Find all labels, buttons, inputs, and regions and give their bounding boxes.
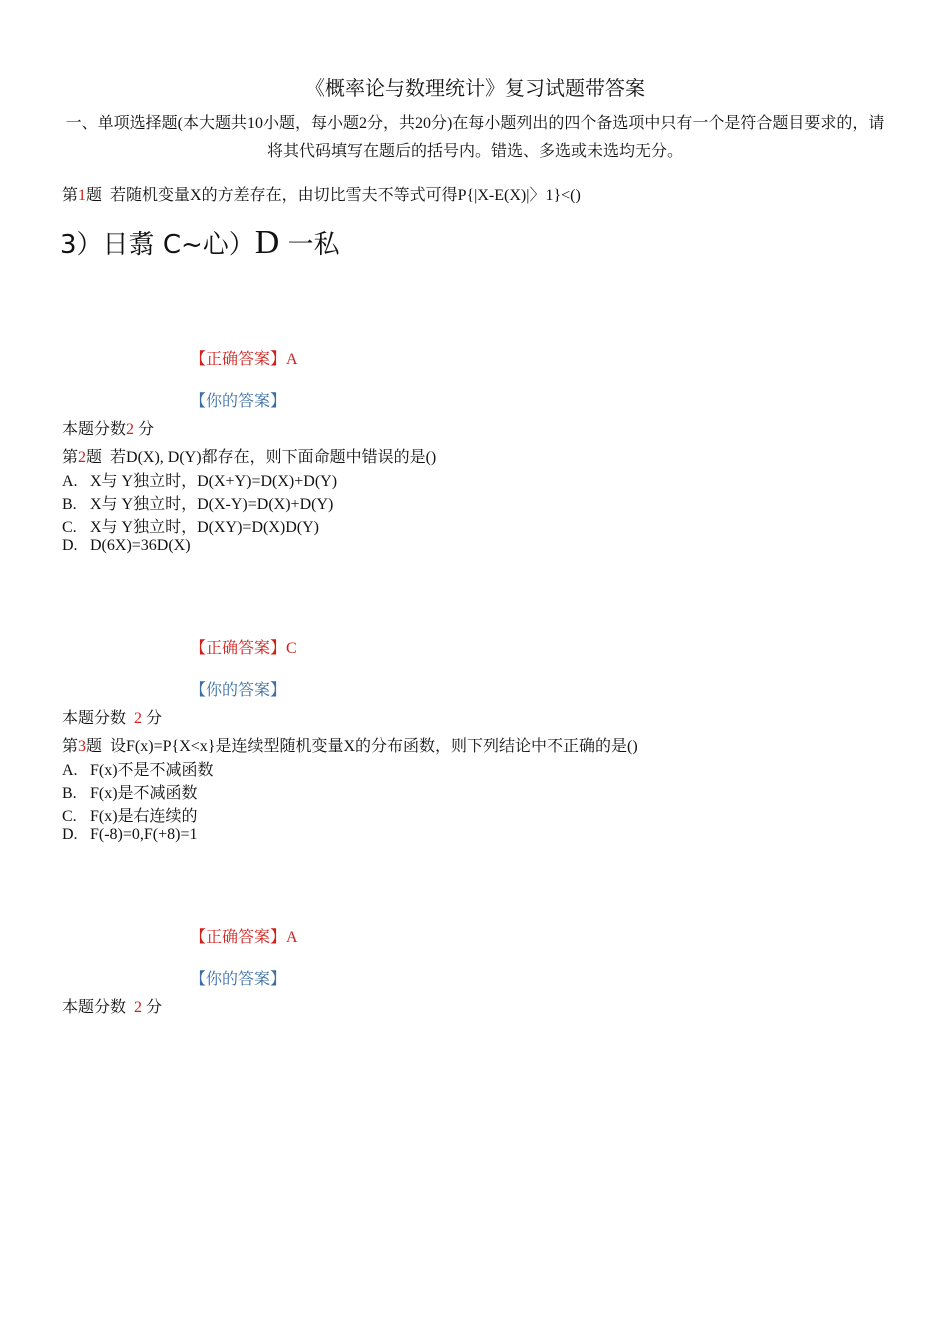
option-text: X与 Y独立时，D(XY)=D(X)D(Y) [90,519,319,536]
question-1-formula-options [60,224,340,262]
question-prefix: 第 [62,738,79,755]
question-prefix: 第 [62,187,79,204]
question-3-option-a [62,757,214,780]
option-letter: A. [62,762,78,779]
option-text: F(x)不是不减函数 [90,762,214,779]
question-3-stem [62,733,638,756]
question-number: 2 [78,449,87,466]
question-2-stem [62,444,436,467]
question-2-option-d [62,537,191,555]
score-label: 本题分数 [62,999,127,1016]
question-1-score [62,416,154,439]
question-2-correct-answer: 【正确答案】C [190,640,297,657]
option-text: F(x)是不减函数 [90,785,198,802]
section-instructions: 一、单项选择题(本大题共10小题，每小题2分，共20分)在每小题列出的四个备选项中只有一个是符合题目要求的，请将其代码填写在题后的括号内。错选、多选或未选均无分。 [65,115,885,160]
question-text: 若随机变量X的方差存在，由切比雪夫不等式可得P{|X-E(X)|〉1}<() [110,187,581,204]
question-number: 1 [78,187,87,204]
option-letter: D. [62,537,78,554]
formula-fragment-c: D [254,224,280,261]
document-title: 《概率论与数理统计》复习试题带答案 [305,78,645,100]
score-label: 本题分数 [62,421,127,438]
option-text: F(x)是右连续的 [90,808,198,825]
question-text: 设F(x)=P{X<x}是连续型随机变量X的分布函数，则下列结论中不正确的是() [110,738,638,755]
question-3-option-c [62,803,198,826]
formula-fragment-b: C~心） [162,230,255,260]
option-letter: C. [62,519,77,536]
option-text: X与 Y独立时，D(X+Y)=D(X)+D(Y) [90,473,338,490]
question-1-stem [62,182,581,205]
option-text: D(6X)=36D(X) [90,537,191,554]
question-3-correct-answer: 【正确答案】A [190,929,298,946]
question-3-option-d [62,826,198,844]
score-unit: 分 [146,710,163,727]
formula-fragment-a: 3）日翥 [60,230,155,260]
question-2-option-c [62,514,319,537]
question-number: 3 [78,738,87,755]
option-text: X与 Y独立时，D(X-Y)=D(X)+D(Y) [90,496,334,513]
question-prefix: 第 [62,449,79,466]
question-suffix: 题 [86,449,103,466]
question-2-option-a [62,468,337,491]
question-2-score [62,705,162,728]
option-letter: D. [62,826,78,843]
score-unit: 分 [146,999,163,1016]
question-2-option-b [62,491,333,514]
question-text: 若D(X), D(Y)都存在，则下面命题中错误的是() [110,449,437,466]
score-label: 本题分数 [62,710,127,727]
question-suffix: 题 [86,187,103,204]
question-3-your-answer: 【你的答案】 [190,971,287,988]
score-unit: 分 [138,421,155,438]
option-text: F(-8)=0,F(+8)=1 [90,826,198,843]
score-value: 2 [134,710,143,727]
question-2-your-answer: 【你的答案】 [190,682,287,699]
question-3-option-b [62,780,198,803]
option-letter: C. [62,808,77,825]
question-3-score [62,994,162,1017]
option-letter: B. [62,496,77,513]
score-value: 2 [126,421,135,438]
question-suffix: 题 [86,738,103,755]
score-value: 2 [134,999,143,1016]
formula-fragment-d: 一私 [287,230,340,260]
option-letter: A. [62,473,78,490]
question-1-your-answer: 【你的答案】 [190,393,287,410]
option-letter: B. [62,785,77,802]
question-1-correct-answer: 【正确答案】A [190,351,298,368]
